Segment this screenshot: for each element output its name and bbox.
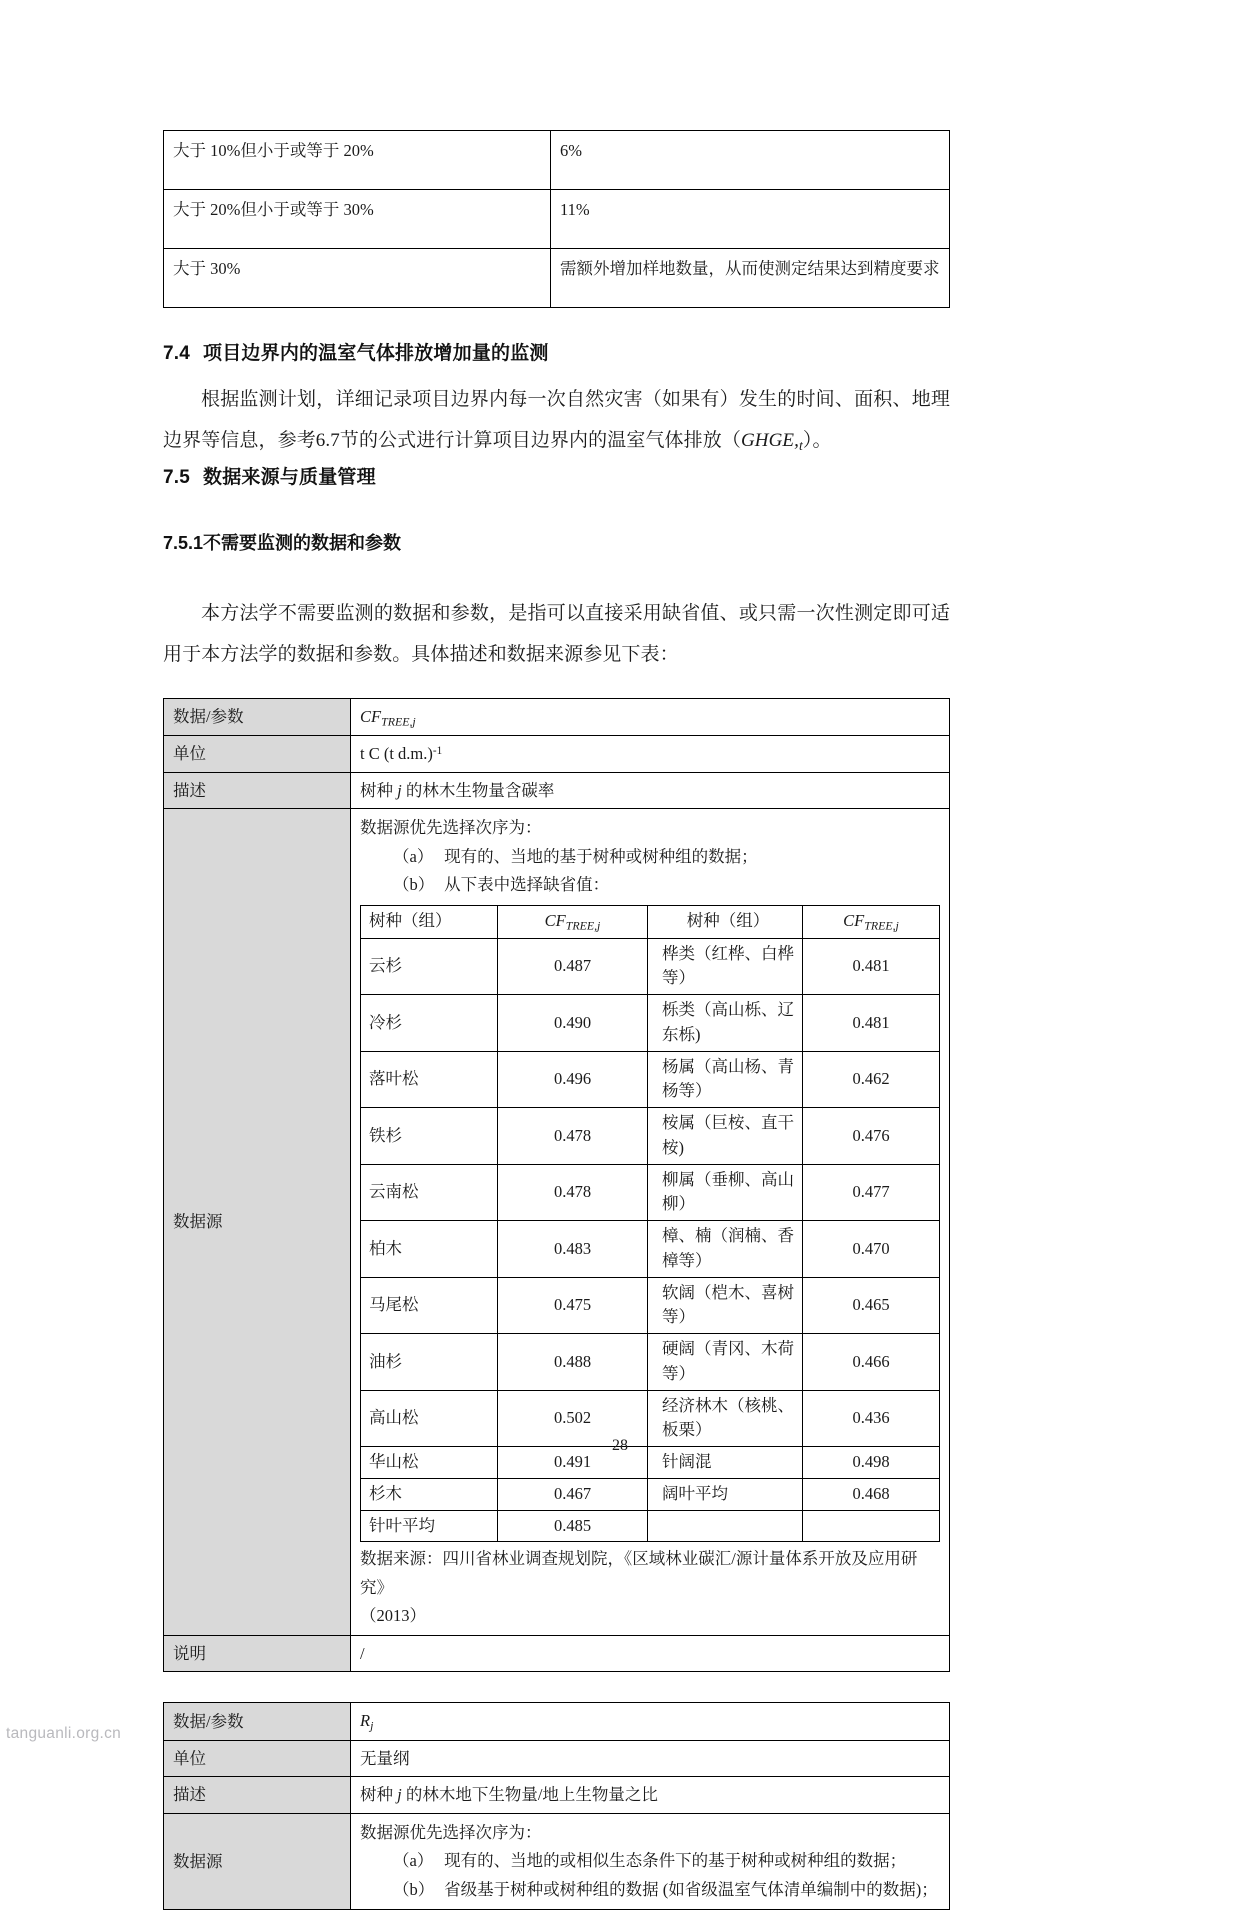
table-row	[164, 249, 950, 308]
species-left: 云杉	[361, 938, 498, 995]
cf-value-right: 0.468	[803, 1478, 940, 1510]
source-intro: 数据源优先选择次序为：	[360, 818, 542, 838]
table-row	[361, 1277, 940, 1334]
header-cf-left-sub: TREE,j	[565, 917, 601, 932]
table-row	[361, 1051, 940, 1108]
site-watermark	[6, 1725, 121, 1743]
r-symbol	[360, 1711, 374, 1733]
description-pre: 树种	[360, 780, 398, 800]
precision-table	[163, 130, 950, 308]
precision-range-cell: 大于 10%但小于或等于 20%	[164, 131, 551, 190]
species-left: 柏木	[361, 1221, 498, 1278]
header-cf-right-sub: TREE,j	[864, 917, 899, 932]
species-left: 针叶平均	[361, 1510, 498, 1542]
source-item	[360, 1876, 940, 1904]
description-symbol: j	[397, 1785, 402, 1805]
table-row	[164, 809, 950, 1635]
page-number: 28	[612, 1437, 628, 1454]
table-row	[164, 698, 950, 736]
cf-value-right: 0.466	[803, 1334, 940, 1391]
cf-value-right: 0.481	[803, 995, 940, 1052]
cf-value-left: 0.488	[498, 1334, 648, 1391]
cf-value-left: 0.475	[498, 1277, 648, 1334]
species-right: 柳属（垂柳、高山柳）	[648, 1164, 803, 1221]
header-cf-right-main: CF	[843, 910, 865, 930]
precision-range-cell: 大于 30%	[164, 249, 551, 308]
species-left: 云南松	[361, 1164, 498, 1221]
parameter-table-root-shoot-ratio	[163, 1702, 950, 1910]
header-cf-left	[498, 905, 648, 938]
unit-exponent: -1	[432, 745, 443, 758]
table-row	[361, 1510, 940, 1542]
cf-value-left: 0.496	[498, 1051, 648, 1108]
species-left: 铁杉	[361, 1108, 498, 1165]
cf-value-left: 0.467	[498, 1478, 648, 1510]
section-number: 7.4	[163, 343, 191, 364]
paragraph-text-part1: 根据监测计划，详细记录项目边界内每一次自然灾害（如果有）发生的时间、面积、地理边界等信息，参考6.7节的公式进行计算项目边界内的温室气体排放（	[163, 389, 950, 452]
table-row	[164, 1635, 950, 1672]
description-symbol: j	[397, 780, 402, 800]
species-left: 落叶松	[361, 1051, 498, 1108]
cf-value-right: 0.476	[803, 1108, 940, 1165]
row-value-description	[351, 772, 950, 809]
row-label-note: 说明	[164, 1635, 351, 1672]
source-citation	[360, 1545, 940, 1629]
precision-value-cell: 需额外增加样地数量，从而使测定结果达到精度要求	[551, 249, 950, 308]
source-item-marker: （a）	[393, 1851, 434, 1871]
cf-value-right: 0.470	[803, 1221, 940, 1278]
table-row	[361, 938, 940, 995]
precision-value-cell: 6%	[551, 131, 950, 190]
table-row	[164, 736, 950, 773]
cf-value-right: 0.498	[803, 1447, 940, 1479]
section-7-5-1-paragraph: 本方法学不需要监测的数据和参数，是指可以直接采用缺省值、或只需一次性测定即可适用于本方法学的数据和参数。具体描述和数据来源参见下表：	[163, 602, 950, 666]
cf-value-left: 0.485	[498, 1510, 648, 1542]
section-number: 7.5	[163, 466, 191, 488]
unit-text: t C (t d.m.)	[360, 744, 433, 764]
ghge-symbol	[740, 430, 803, 454]
cf-value-left: 0.502	[498, 1390, 648, 1447]
row-label-data-param: 数据/参数	[164, 698, 351, 736]
watermark-text: tanguanli.org.cn	[6, 1725, 122, 1742]
source-citation-line1: 数据来源：四川省林业调查规划院，《区域林业碳汇/源计量体系开放及应用研究》	[360, 1549, 918, 1597]
table-row	[361, 995, 940, 1052]
species-left: 高山松	[361, 1390, 498, 1447]
species-right: 硬阔（青冈、木荷等）	[648, 1334, 803, 1391]
source-item-marker: （a）	[393, 846, 434, 866]
row-label-unit: 单位	[164, 1740, 351, 1777]
species-right: 阔叶平均	[648, 1478, 803, 1510]
header-species-left: 树种（组）	[361, 905, 498, 938]
table-row	[164, 772, 950, 809]
row-label-unit: 单位	[164, 736, 351, 773]
table-row	[361, 1334, 940, 1391]
cf-value-right: 0.436	[803, 1390, 940, 1447]
source-citation-line2: （2013）	[360, 1605, 426, 1625]
table-row	[361, 1108, 940, 1165]
cf-value-right	[803, 1510, 940, 1542]
species-right: 桉属（巨桉、直干桉)	[648, 1108, 803, 1165]
section-title: 项目边界内的温室气体排放增加量的监测	[203, 343, 549, 364]
cf-value-right: 0.477	[803, 1164, 940, 1221]
r-symbol-main: R	[360, 1711, 371, 1731]
description-pre: 树种	[360, 1785, 398, 1805]
species-right	[648, 1510, 803, 1542]
source-item-marker: （b）	[393, 875, 435, 895]
source-intro: 数据源优先选择次序为：	[360, 1823, 542, 1843]
section-heading-7-4	[163, 338, 950, 365]
row-value-data-param	[351, 698, 950, 736]
source-item-text: 现有的、当地的或相似生态条件下的基于树种或树种组的数据；	[444, 1851, 907, 1871]
row-label-data-source: 数据源	[164, 1814, 351, 1910]
cf-value-left: 0.478	[498, 1108, 648, 1165]
species-left: 冷杉	[361, 995, 498, 1052]
parameter-table-cf-tree	[163, 698, 950, 1673]
species-left: 油杉	[361, 1334, 498, 1391]
section-title: 数据来源与质量管理	[203, 466, 376, 488]
row-value-unit	[351, 736, 950, 773]
source-item	[360, 1847, 940, 1875]
description-post: 的林木地下生物量/地上生物量之比	[401, 1785, 658, 1805]
source-item-text: 从下表中选择缺省值：	[444, 875, 610, 895]
source-item	[360, 871, 940, 899]
header-cf-left-main: CF	[544, 910, 566, 930]
source-item-text: 省级基于树种或树种组的数据 (如省级温室气体清单编制中的数据)；	[444, 1879, 938, 1899]
table-row	[361, 1221, 940, 1278]
paragraph-text-part2: ）。	[802, 430, 832, 452]
species-right: 针阔混	[648, 1447, 803, 1479]
species-right: 樟、楠（润楠、香樟等）	[648, 1221, 803, 1278]
cf-value-right: 0.481	[803, 938, 940, 995]
row-label-description: 描述	[164, 772, 351, 809]
ghge-symbol-sub: t	[798, 438, 803, 454]
cf-value-right: 0.465	[803, 1277, 940, 1334]
source-item-text: 现有的、当地的基于树种或树种组的数据；	[444, 846, 758, 866]
species-right: 软阔（桤木、喜树等）	[648, 1277, 803, 1334]
section-7-4-paragraph	[163, 379, 950, 462]
header-cf-right	[803, 905, 940, 938]
row-value-data-param	[351, 1703, 950, 1741]
precision-range-cell: 大于 20%但小于或等于 30%	[164, 190, 551, 249]
species-right: 桦类（红桦、白桦等）	[648, 938, 803, 995]
table-row	[164, 131, 950, 190]
cf-value-left: 0.491	[498, 1447, 648, 1479]
cf-value-left: 0.487	[498, 938, 648, 995]
cf-symbol-sub: TREE,j	[381, 713, 416, 728]
r-symbol-sub: j	[370, 1718, 374, 1733]
header-species-right: 树种（组）	[648, 905, 803, 938]
table-row	[164, 1740, 950, 1777]
row-value-note: /	[351, 1635, 950, 1672]
species-left: 马尾松	[361, 1277, 498, 1334]
cf-value-left: 0.478	[498, 1164, 648, 1221]
table-row	[164, 1777, 950, 1814]
row-value-data-source	[351, 1814, 950, 1910]
cf-value-left: 0.490	[498, 995, 648, 1052]
section-heading-7-5-1: 7.5.1不需要监测的数据和参数	[163, 532, 402, 553]
row-value-description	[351, 1777, 950, 1814]
section-heading-7-5	[163, 462, 950, 489]
row-label-data-param: 数据/参数	[164, 1703, 351, 1741]
table-header-row	[361, 905, 940, 938]
row-label-data-source: 数据源	[164, 809, 351, 1635]
row-value-data-source	[351, 809, 950, 1635]
cf-symbol	[360, 707, 416, 726]
species-right: 栎类（高山栎、辽东栎)	[648, 995, 803, 1052]
page-content	[163, 130, 950, 1910]
cf-symbol-main: CF	[360, 706, 382, 726]
cf-value-left: 0.483	[498, 1221, 648, 1278]
precision-value-cell: 11%	[551, 190, 950, 249]
row-value-unit: 无量纲	[351, 1740, 950, 1777]
table-row	[361, 1478, 940, 1510]
source-item	[360, 843, 940, 871]
species-right: 经济林木（核桃、板栗）	[648, 1390, 803, 1447]
cf-value-right: 0.462	[803, 1051, 940, 1108]
table-row	[164, 190, 950, 249]
description-post: 的林木生物量含碳率	[401, 780, 555, 800]
table-row	[164, 1703, 950, 1741]
table-row	[164, 1814, 950, 1910]
ghge-symbol-main: GHGE,	[740, 430, 799, 452]
species-left: 杉木	[361, 1478, 498, 1510]
table-row	[361, 1164, 940, 1221]
source-item-marker: （b）	[393, 1879, 435, 1899]
row-label-description: 描述	[164, 1777, 351, 1814]
species-right: 杨属（高山杨、青杨等）	[648, 1051, 803, 1108]
species-left: 华山松	[361, 1447, 498, 1479]
